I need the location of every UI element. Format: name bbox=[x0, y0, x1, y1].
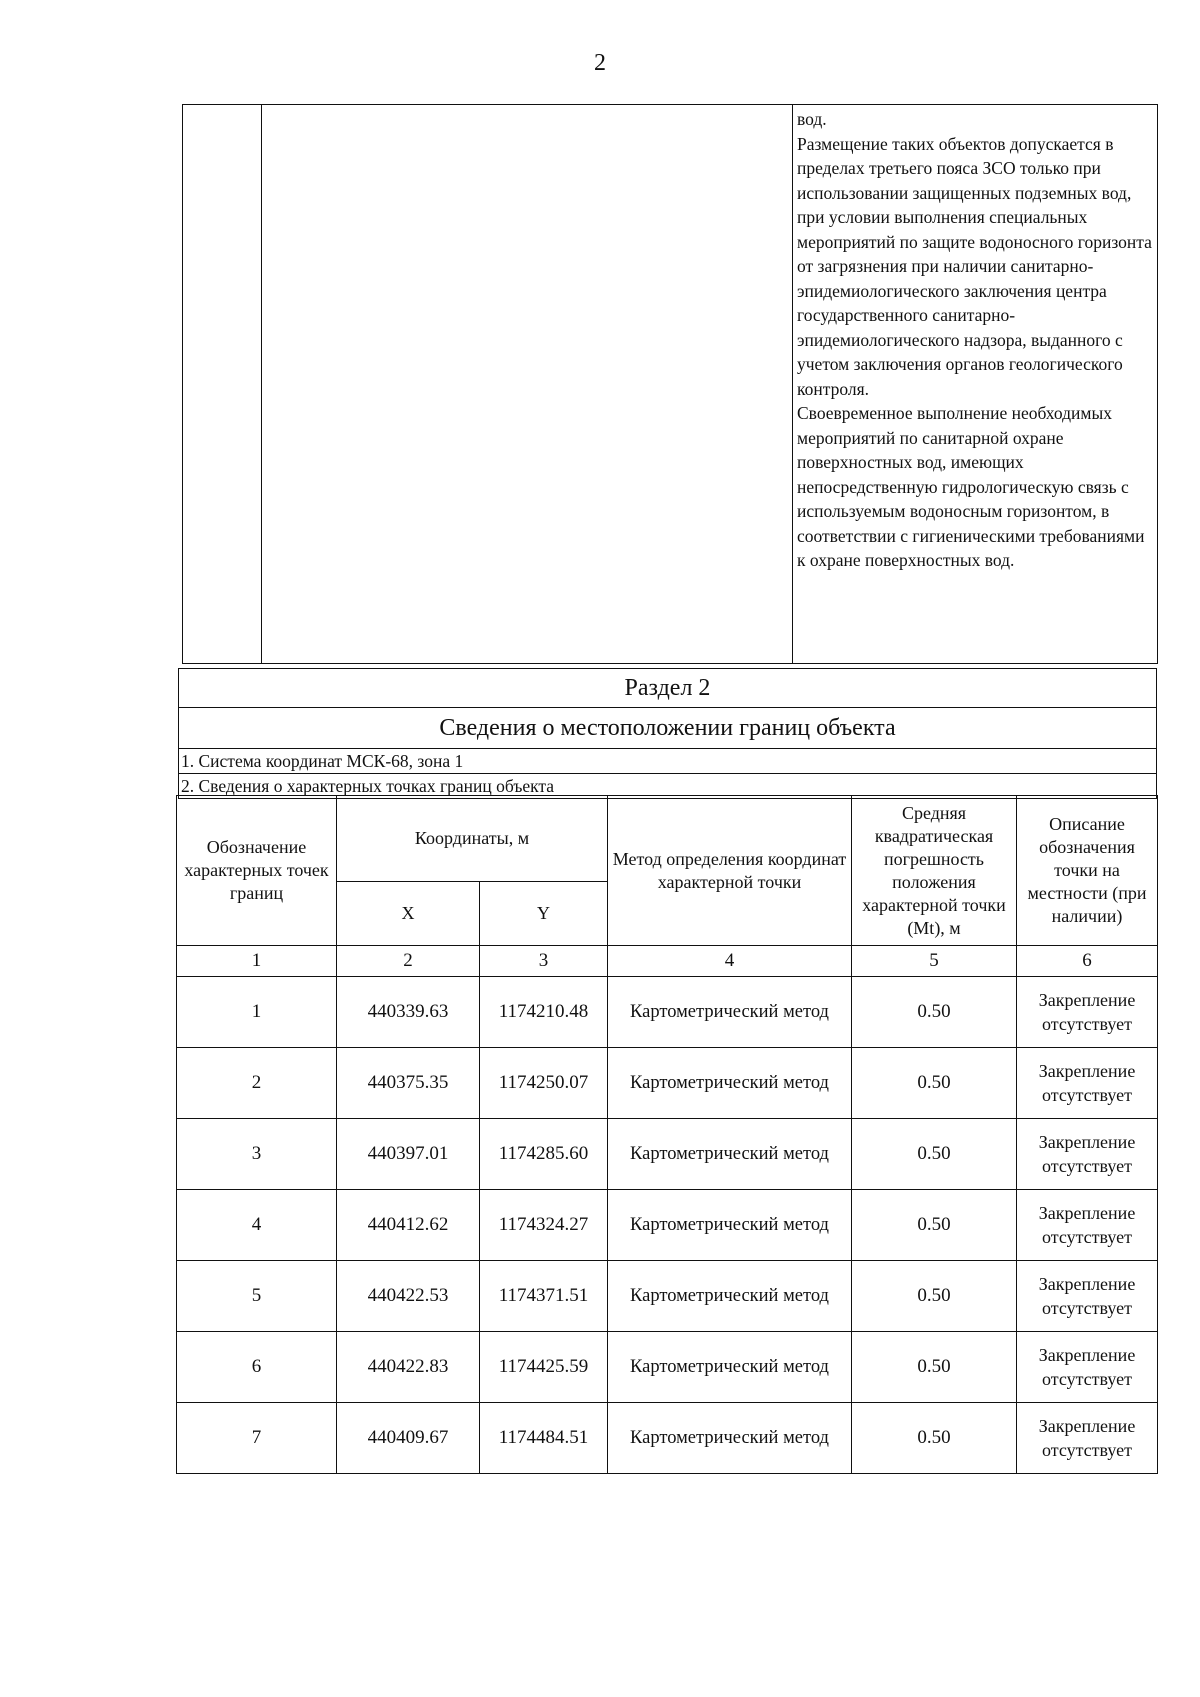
header-method: Метод определения координат характерной точки bbox=[608, 796, 852, 946]
continuation-cell-1 bbox=[183, 105, 262, 664]
section-header-table bbox=[178, 668, 1157, 799]
point-error: 0.50 bbox=[852, 1119, 1017, 1190]
point-x: 440339.63 bbox=[337, 977, 480, 1048]
header-y: Y bbox=[480, 882, 608, 946]
table-row bbox=[177, 1048, 1158, 1119]
point-y: 1174285.60 bbox=[480, 1119, 608, 1190]
column-number: 2 bbox=[337, 946, 480, 977]
point-method: Картометрический метод bbox=[608, 1332, 852, 1403]
table-row bbox=[177, 1261, 1158, 1332]
point-description: Закрепление отсутствует bbox=[1017, 1048, 1158, 1119]
point-error: 0.50 bbox=[852, 977, 1017, 1048]
point-number: 6 bbox=[177, 1332, 337, 1403]
point-method: Картометрический метод bbox=[608, 977, 852, 1048]
column-number: 4 bbox=[608, 946, 852, 977]
point-x: 440412.62 bbox=[337, 1190, 480, 1261]
point-number: 2 bbox=[177, 1048, 337, 1119]
point-description: Закрепление отсутствует bbox=[1017, 1403, 1158, 1474]
point-method: Картометрический метод bbox=[608, 1119, 852, 1190]
column-number: 6 bbox=[1017, 946, 1158, 977]
points-table bbox=[176, 795, 1158, 1474]
point-error: 0.50 bbox=[852, 1048, 1017, 1119]
header-row bbox=[177, 796, 1158, 882]
page-number: 2 bbox=[594, 50, 606, 76]
point-method: Картометрический метод bbox=[608, 1403, 852, 1474]
points-heading-line: 2. Сведения о характерных точках границ объекта bbox=[179, 774, 1157, 799]
point-error: 0.50 bbox=[852, 1190, 1017, 1261]
point-y: 1174324.27 bbox=[480, 1190, 608, 1261]
requirements-text: вод. Размещение таких объектов допускается в пределах третьего пояса ЗСО только при использовании защищенных подземных вод, при условии выполнения специальных мероприятий по защите водоносного горизонта от загрязнения при наличии санитарно-эпидемиологического заключения центра государственного санитарно-эпидемиологического надзора, выданного с учетом заключения органов геологического контроля. Своевременное выполнение необходимых мероприятий по санитарной охране поверхностных вод, имеющих непосредственную гидрологическую связь с используемым водоносным горизонтом, в соответствии с гигиеническими требованиями к охране поверхностных вод. bbox=[797, 109, 1152, 570]
point-number: 7 bbox=[177, 1403, 337, 1474]
point-x: 440422.53 bbox=[337, 1261, 480, 1332]
column-number: 1 bbox=[177, 946, 337, 977]
column-number: 3 bbox=[480, 946, 608, 977]
table-row bbox=[177, 977, 1158, 1048]
point-method: Картометрический метод bbox=[608, 1048, 852, 1119]
section-title: Раздел 2 bbox=[179, 669, 1157, 708]
point-description: Закрепление отсутствует bbox=[1017, 1332, 1158, 1403]
point-y: 1174484.51 bbox=[480, 1403, 608, 1474]
column-number: 5 bbox=[852, 946, 1017, 977]
header-x: X bbox=[337, 882, 480, 946]
point-y: 1174250.07 bbox=[480, 1048, 608, 1119]
point-number: 3 bbox=[177, 1119, 337, 1190]
header-coordinates: Координаты, м bbox=[337, 796, 608, 882]
point-number: 5 bbox=[177, 1261, 337, 1332]
point-y: 1174425.59 bbox=[480, 1332, 608, 1403]
table-row bbox=[177, 1119, 1158, 1190]
point-description: Закрепление отсутствует bbox=[1017, 1119, 1158, 1190]
point-number: 1 bbox=[177, 977, 337, 1048]
point-x: 440422.83 bbox=[337, 1332, 480, 1403]
header-error: Средняя квадратическая погрешность положения характерной точки (Mt), м bbox=[852, 796, 1017, 946]
table-row bbox=[177, 1190, 1158, 1261]
column-number-row bbox=[177, 946, 1158, 977]
continuation-row bbox=[183, 105, 1158, 664]
point-x: 440375.35 bbox=[337, 1048, 480, 1119]
point-description: Закрепление отсутствует bbox=[1017, 1261, 1158, 1332]
header-designation: Обозначение характерных точек границ bbox=[177, 796, 337, 946]
point-y: 1174371.51 bbox=[480, 1261, 608, 1332]
point-error: 0.50 bbox=[852, 1332, 1017, 1403]
point-method: Картометрический метод bbox=[608, 1261, 852, 1332]
point-x: 440397.01 bbox=[337, 1119, 480, 1190]
continuation-cell-text bbox=[793, 105, 1158, 664]
section-subtitle: Сведения о местоположении границ объекта bbox=[179, 708, 1157, 749]
header-description: Описание обозначения точки на местности (при наличии) bbox=[1017, 796, 1158, 946]
table-row bbox=[177, 1403, 1158, 1474]
point-description: Закрепление отсутствует bbox=[1017, 1190, 1158, 1261]
point-x: 440409.67 bbox=[337, 1403, 480, 1474]
point-y: 1174210.48 bbox=[480, 977, 608, 1048]
point-number: 4 bbox=[177, 1190, 337, 1261]
coordinate-system-line: 1. Система координат МСК-68, зона 1 bbox=[179, 749, 1157, 774]
continuation-table bbox=[182, 104, 1158, 664]
point-method: Картометрический метод bbox=[608, 1190, 852, 1261]
point-description: Закрепление отсутствует bbox=[1017, 977, 1158, 1048]
continuation-cell-2 bbox=[262, 105, 793, 664]
point-error: 0.50 bbox=[852, 1261, 1017, 1332]
point-error: 0.50 bbox=[852, 1403, 1017, 1474]
table-row bbox=[177, 1332, 1158, 1403]
